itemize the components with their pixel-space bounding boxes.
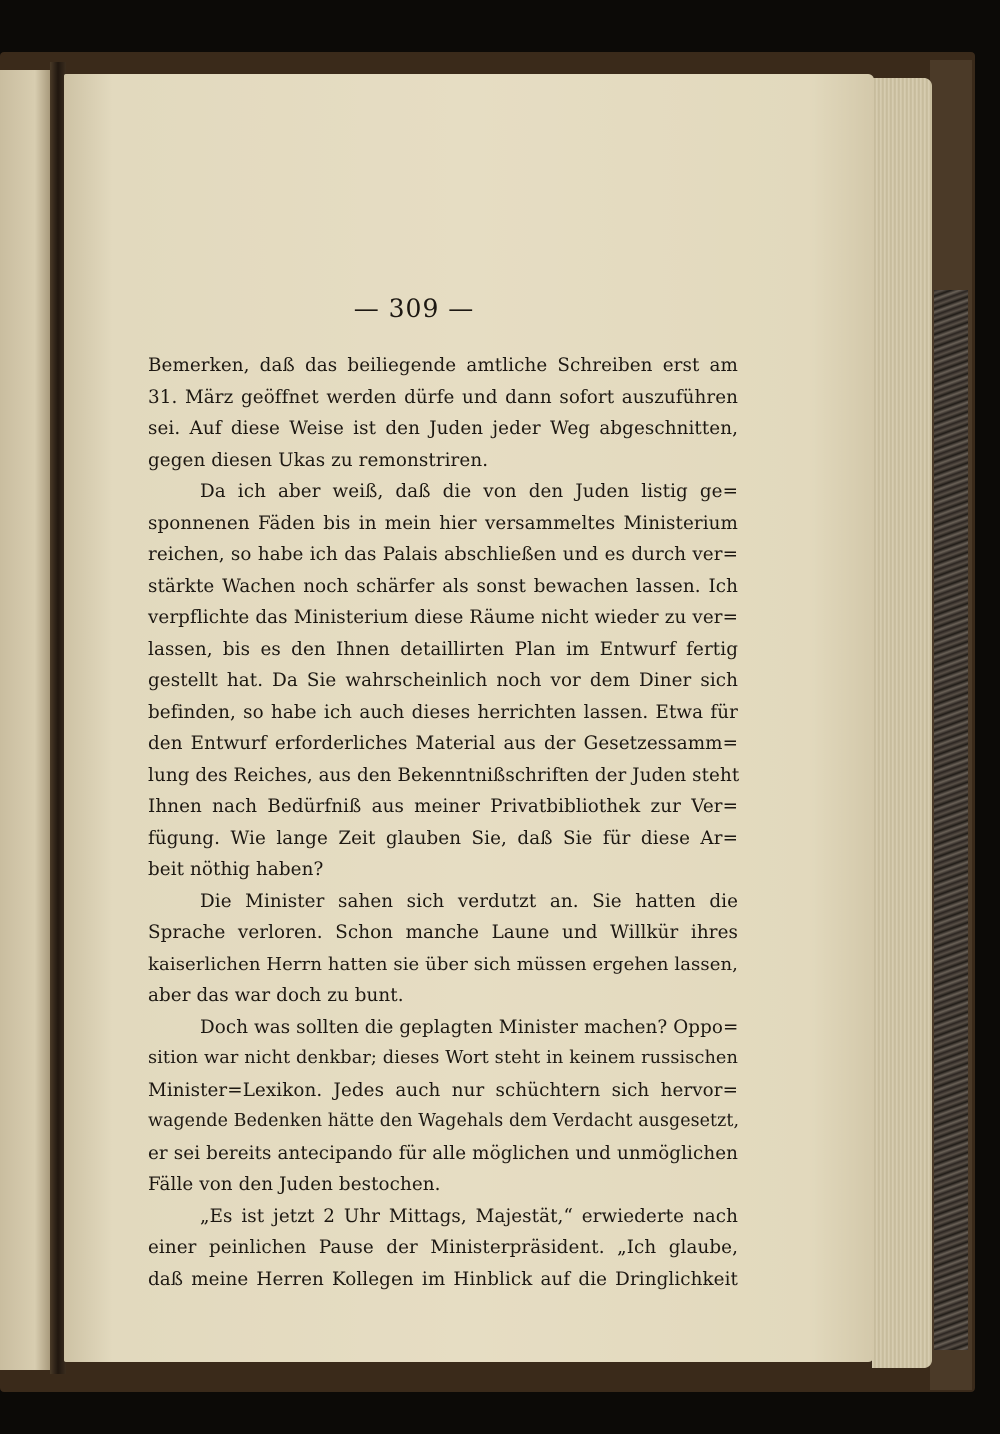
page-edges: [872, 78, 932, 1368]
text-line: Da ich aber weiß, daß die von den Juden listig ge=: [200, 481, 738, 502]
facing-page: [0, 70, 50, 1370]
text-line: daß meine Herren Kollegen im Hinblick auf die Dringlichkeit: [148, 1268, 738, 1290]
page-number: — 309 —: [353, 294, 475, 323]
text-line: gestellt hat. Da Sie wahrscheinlich noch vor dem Diner sich: [148, 670, 738, 691]
text-line: „Es ist jetzt 2 Uhr Mittags, Majestät,“ erwiederte nach: [200, 1205, 738, 1227]
text-line: Ihnen nach Bedürfniß aus meiner Privatbibliothek zur Ver=: [148, 796, 738, 817]
text-line: lung des Reiches, aus den Bekenntnißschriften der Juden steht: [148, 764, 740, 786]
text-line: gegen diesen Ukas zu remonstriren.: [148, 449, 489, 471]
text-line: sponnenen Fäden bis in mein hier versammeltes Ministerium: [148, 512, 738, 534]
text-line: sei. Auf diese Weise ist den Juden jeder Weg abgeschnitten,: [148, 418, 738, 439]
text-line: fügung. Wie lange Zeit glauben Sie, daß Sie für diese Ar=: [148, 827, 738, 849]
text-line: 31. März geöffnet werden dürfe und dann sofort auszuführen: [148, 386, 738, 408]
text-line: Die Minister sahen sich verdutzt an. Sie hatten die: [200, 890, 738, 912]
text-line: verpflichte das Ministerium diese Räume nicht wieder zu ver=: [148, 607, 738, 628]
text-line: den Entwurf erforderliches Material aus der Gesetzessamm=: [148, 733, 738, 754]
text-line: kaiserlichen Herrn hatten sie über sich müssen ergehen lassen,: [148, 953, 738, 975]
text-line: stärkte Wachen noch schärfer als sonst bewachen lassen. Ich: [148, 575, 738, 597]
text-line: reichen, so habe ich das Palais abschließen und es durch ver=: [148, 544, 738, 565]
text-line: Sprache verloren. Schon manche Laune und Willkür ihres: [148, 922, 738, 943]
text-line: Bemerken, daß das beiliegende amtliche Schreiben erst am: [148, 355, 738, 376]
text-line: Doch was sollten die geplagten Minister machen? Oppo=: [200, 1016, 739, 1038]
text-line: beit nöthig haben?: [148, 859, 324, 880]
text-line: wagende Bedenken hätte den Wagehals dem Verdacht ausgesetzt,: [148, 1111, 740, 1131]
text-lines: [148, 350, 738, 1295]
text-line: aber das war doch zu bunt.: [148, 985, 404, 1006]
text-line: befinden, so habe ich auch dieses herrichten lassen. Etwa für: [148, 701, 738, 723]
text-line: lassen, bis es den Ihnen detaillirten Plan im Entwurf fertig: [148, 638, 738, 660]
text-line: sition war nicht denkbar; dieses Wort steht in keinem russischen: [148, 1048, 738, 1068]
book-page: [64, 74, 874, 1362]
text-line: Minister=Lexikon. Jedes auch nur schüchtern sich hervor=: [148, 1079, 738, 1101]
marbled-edge: [934, 290, 968, 1350]
text-line: einer peinlichen Pause der Ministerpräsident. „Ich glaube,: [148, 1237, 738, 1258]
text-line: Fälle von den Juden bestochen.: [148, 1174, 441, 1195]
text-line: er sei bereits antecipando für alle möglichen und unmöglichen: [148, 1142, 738, 1164]
